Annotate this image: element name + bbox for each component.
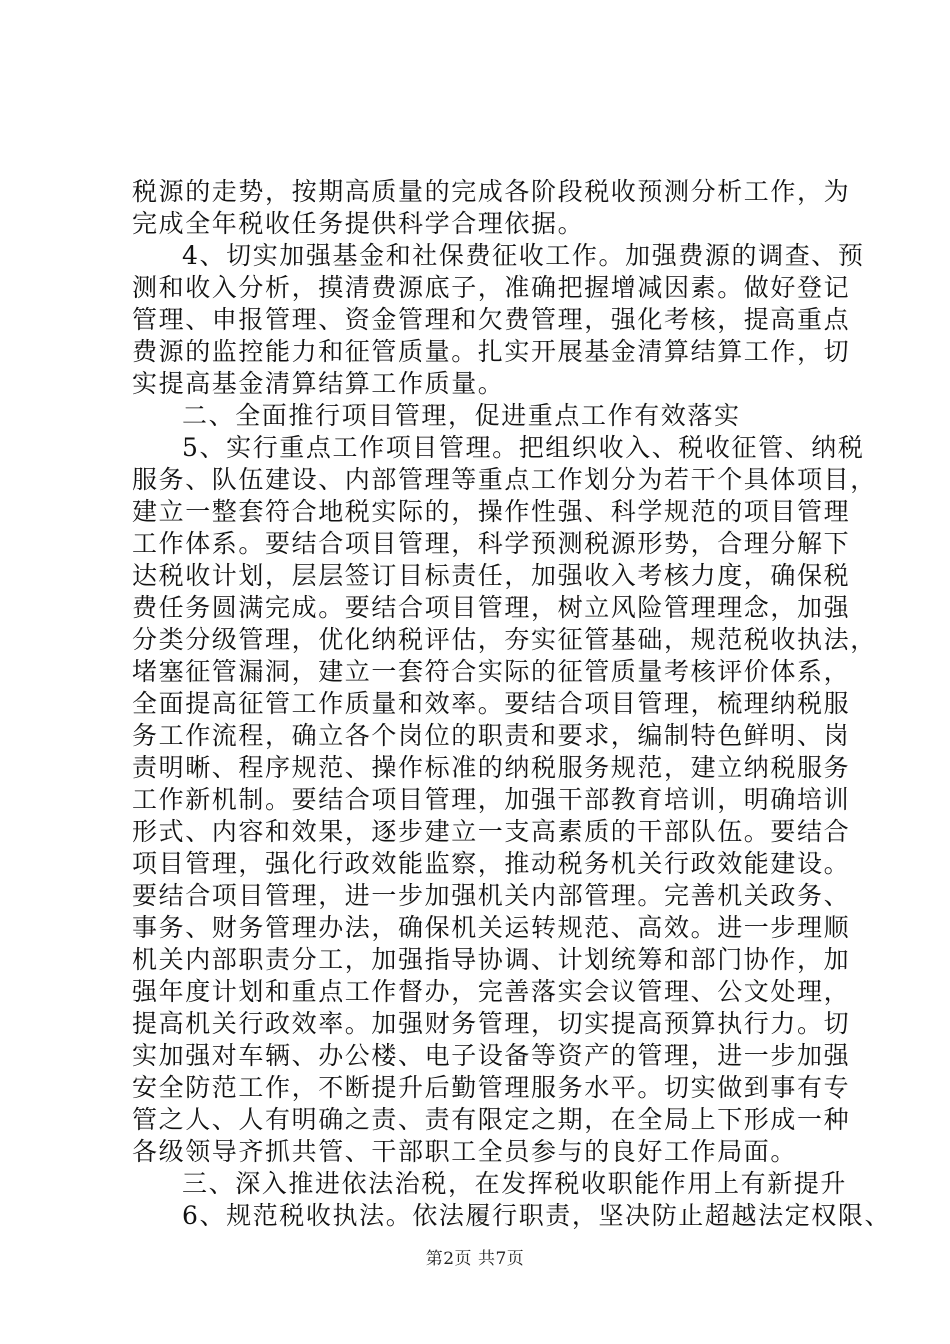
text-line: 达税收计划，层层签订目标责任，加强收入考核力度，确保税 [132,561,851,590]
paragraph-start-line: 5、实行重点工作项目管理。把组织收入、税收征管、纳税 [182,433,865,462]
text-line: 实加强对车辆、办公楼、电子设备等资产的管理，进一步加强 [132,1041,851,1070]
text-line: 要结合项目管理，进一步加强机关内部管理。完善机关政务、 [132,881,851,910]
text-line: 事务、财务管理办法，确保机关运转规范、高效。进一步理顺 [132,913,851,942]
paragraph-start-line: 6、规范税收执法。依法履行职责，坚决防止超越法定权限、 [182,1201,892,1230]
text-line: 分类分级管理，优化纳税评估，夯实征管基础，规范税收执法， [132,625,877,654]
text-line: 费任务圆满完成。要结合项目管理，树立风险管理理念，加强 [132,593,851,622]
text-line: 税源的走势，按期高质量的完成各阶段税收预测分析工作，为 [132,177,851,206]
text-line: 项目管理，强化行政效能监察，推动税务机关行政效能建设。 [132,849,851,878]
page-number-footer: 第2页 共7页 [425,1249,525,1269]
text-line: 实提高基金清算结算工作质量。 [132,369,505,398]
text-line: 工作体系。要结合项目管理，科学预测税源形势，合理分解下 [132,529,851,558]
text-line: 工作新机制。要结合项目管理，加强干部教育培训，明确培训 [132,785,851,814]
section-heading: 三、深入推进依法治税，在发挥税收职能作用上有新提升 [182,1169,848,1198]
text-line: 各级领导齐抓共管、干部职工全员参与的良好工作局面。 [132,1137,798,1166]
text-line: 责明晰、程序规范、操作标准的纳税服务规范，建立纳税服务 [132,753,851,782]
text-line: 提高机关行政效率。加强财务管理，切实提高预算执行力。切 [132,1009,851,1038]
text-line: 建立一整套符合地税实际的，操作性强、科学规范的项目管理 [132,497,851,526]
text-line: 堵塞征管漏洞，建立一套符合实际的征管质量考核评价体系， [132,657,851,686]
text-line: 费源的监控能力和征管质量。扎实开展基金清算结算工作，切 [132,337,851,366]
text-line: 服务、队伍建设、内部管理等重点工作划分为若干个具体项目， [132,465,877,494]
text-line: 强年度计划和重点工作督办，完善落实会议管理、公文处理， [132,977,851,1006]
text-line: 测和收入分析，摸清费源底子，准确把握增减因素。做好登记 [132,273,851,302]
text-line: 管理、申报管理、资金管理和欠费管理，强化考核，提高重点 [132,305,851,334]
text-line: 完成全年税收任务提供科学合理依据。 [132,209,585,238]
text-line: 全面提高征管工作质量和效率。要结合项目管理，梳理纳税服 [132,689,851,718]
text-line: 形式、内容和效果，逐步建立一支高素质的干部队伍。要结合 [132,817,851,846]
paragraph-start-line: 4、切实加强基金和社保费征收工作。加强费源的调查、预 [182,241,865,270]
text-line: 务工作流程，确立各个岗位的职责和要求，编制特色鲜明、岗 [132,721,851,750]
text-line: 机关内部职责分工，加强指导协调、计划统筹和部门协作，加 [132,945,851,974]
section-heading: 二、全面推行项目管理，促进重点工作有效落实 [182,401,741,430]
document-body [132,176,892,1232]
text-line: 管之人、人有明确之责、责有限定之期，在全局上下形成一种 [132,1105,851,1134]
text-line: 安全防范工作，不断提升后勤管理服务水平。切实做到事有专 [132,1073,851,1102]
